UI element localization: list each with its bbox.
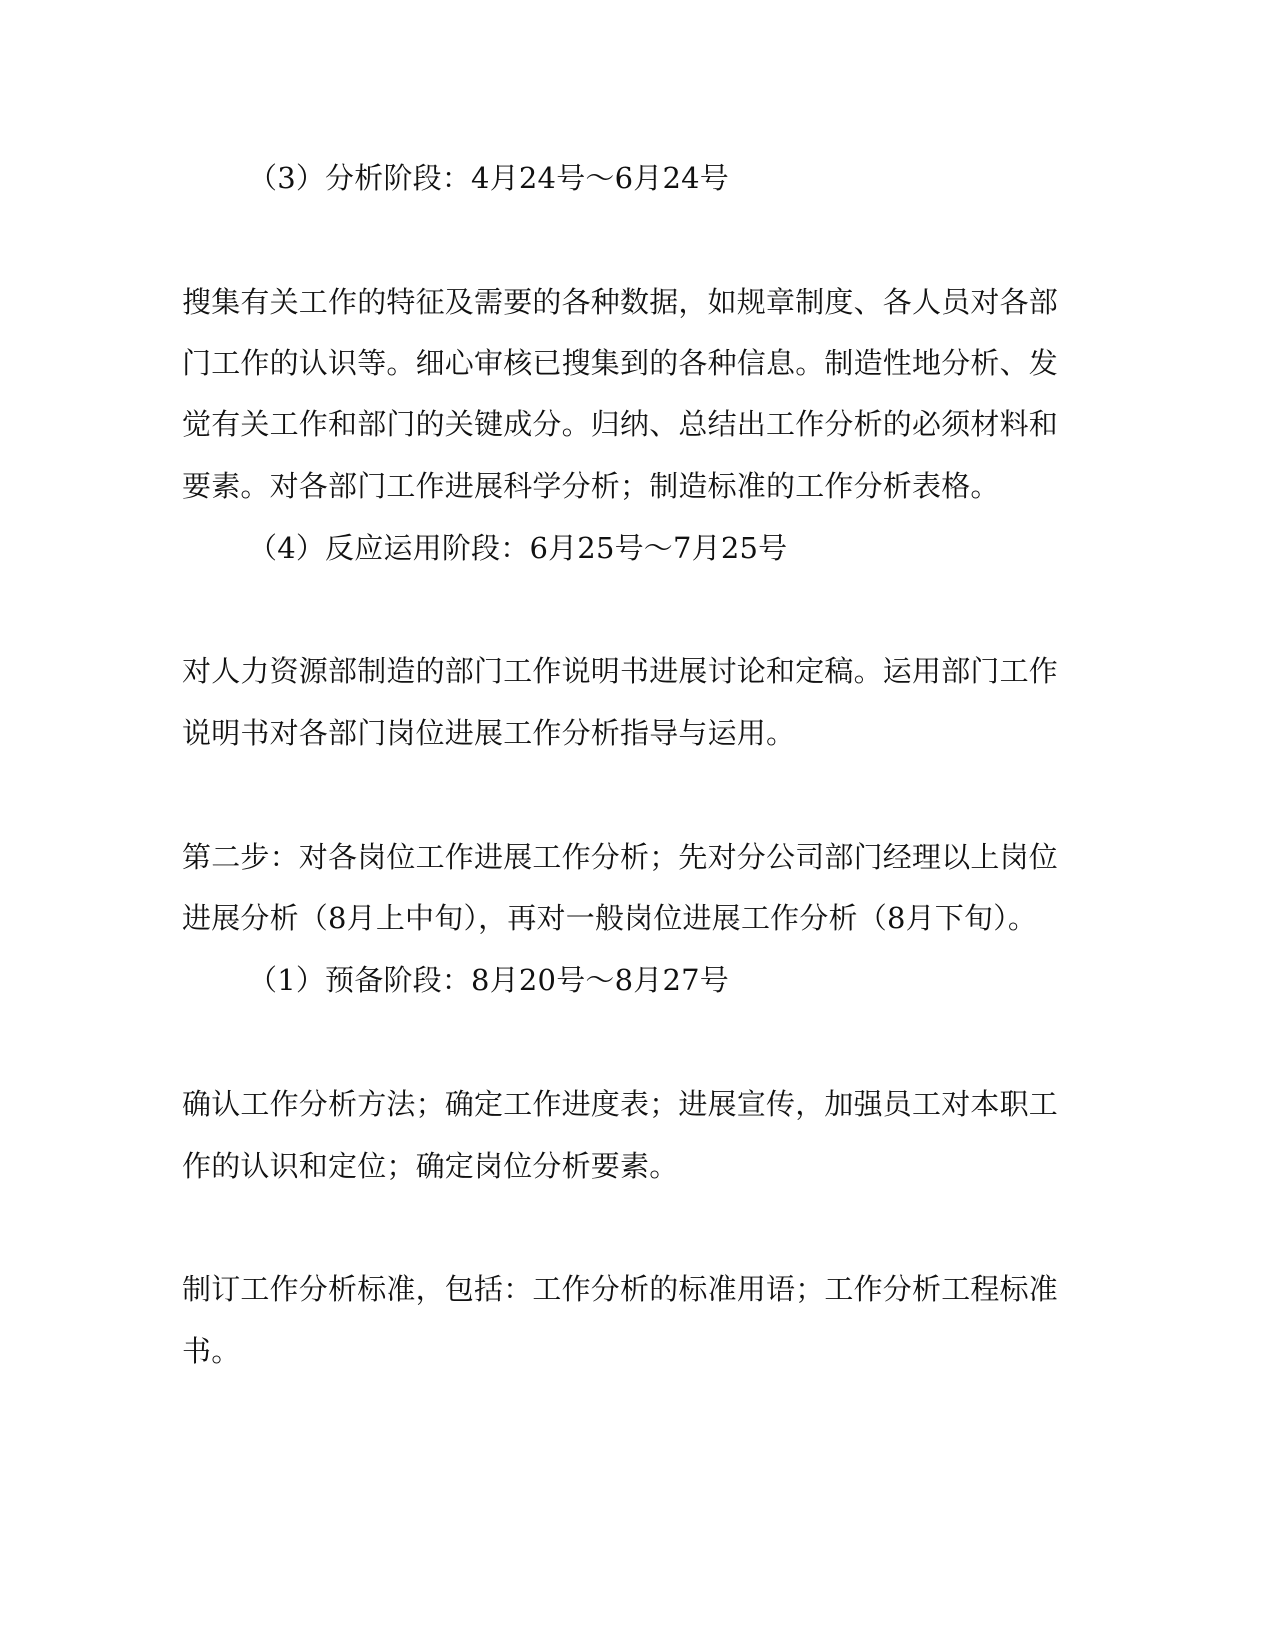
paragraph-2-line-1: 对人力资源部制造的部门工作说明书进展讨论和定稿。运用部门工作 [182, 654, 1059, 688]
paragraph-3-line-2: 进展分析（8月上中旬），再对一般岗位进展工作分析（8月下旬）。 [182, 901, 1038, 935]
paragraph-3-line-1: 第二步：对各岗位工作进展工作分析；先对分公司部门经理以上岗位 [182, 840, 1059, 874]
paragraph-5-line-2: 书。 [182, 1334, 241, 1368]
paragraph-4-line-2: 作的认识和定位；确定岗位分析要素。 [182, 1149, 679, 1183]
paragraph-1-line-1: 搜集有关工作的特征及需要的各种数据，如规章制度、各人员对各部 [182, 285, 1059, 319]
section-4-heading: （4）反应运用阶段：6月25号～7月25号 [248, 531, 788, 565]
paragraph-1-line-3: 觉有关工作和部门的关键成分。归纳、总结出工作分析的必须材料和 [182, 407, 1059, 441]
paragraph-2-line-2: 说明书对各部门岗位进展工作分析指导与运用。 [182, 716, 796, 750]
section-1-heading: （1）预备阶段：8月20号～8月27号 [248, 963, 729, 997]
paragraph-4-line-1: 确认工作分析方法；确定工作进度表；进展宣传，加强员工对本职工 [182, 1087, 1059, 1121]
paragraph-5-line-1: 制订工作分析标准，包括：工作分析的标准用语；工作分析工程标准 [182, 1272, 1059, 1306]
paragraph-1-line-2: 门工作的认识等。细心审核已搜集到的各种信息。制造性地分析、发 [182, 346, 1059, 380]
section-3-heading: （3）分析阶段：4月24号～6月24号 [248, 161, 729, 195]
paragraph-1-line-4: 要素。对各部门工作进展科学分析；制造标准的工作分析表格。 [182, 469, 1000, 503]
